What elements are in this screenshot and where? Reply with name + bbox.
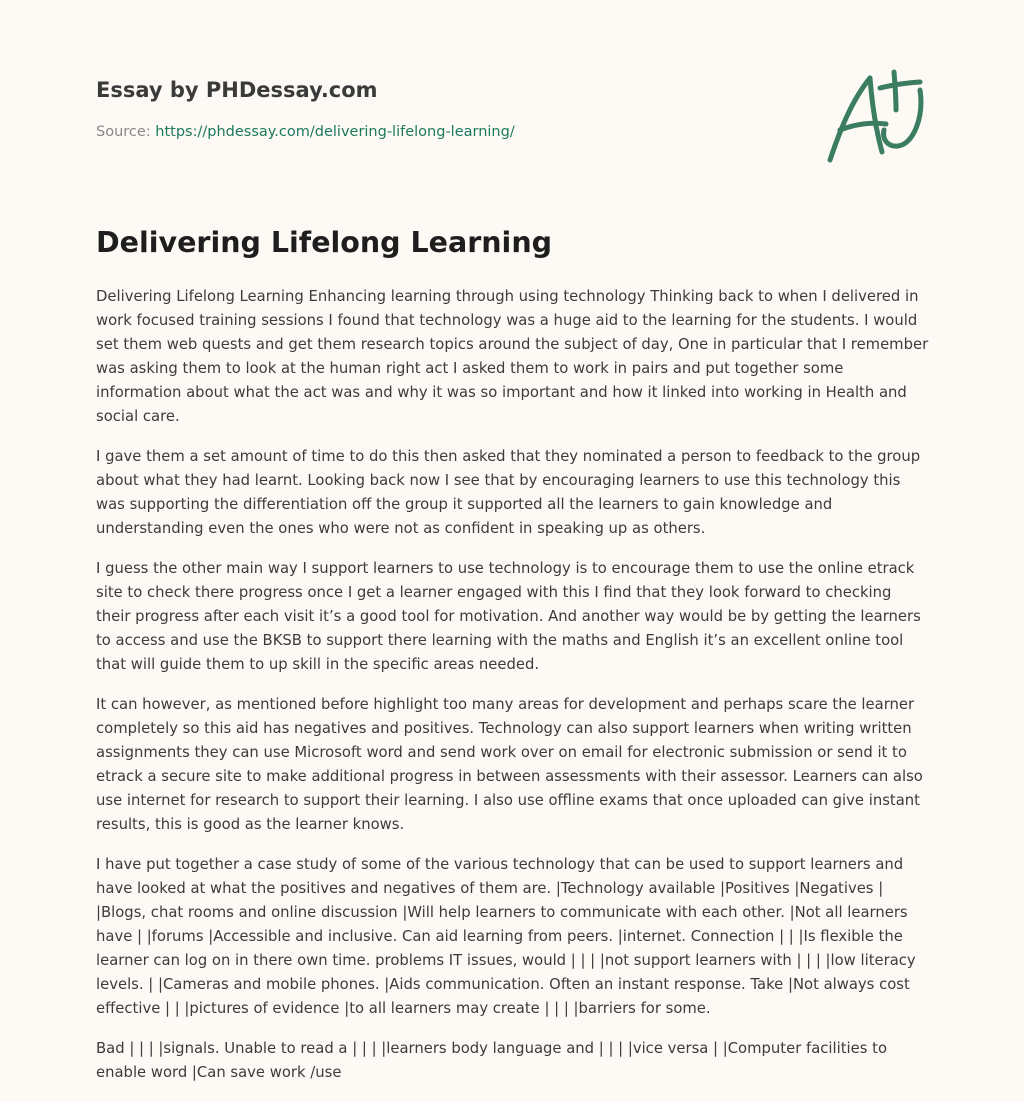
a-plus-logo-icon: [826, 68, 926, 164]
essay-paragraph: I gave them a set amount of time to do this then asked that they nominated a person to feedback to the group about what they had learnt. Looking back now I see that by encouraging learners to use this technology this was supporting the differentiation off the group it supported all the learners to gain knowledge and understanding even the ones who were not as confident in speaking up as others.: [96, 448, 921, 537]
source-line: [96, 124, 515, 140]
essay-paragraph: Bad | | | |signals. Unable to read a | | | |learners body language and | | | |vice versa | |Computer facilities to enable word |Can save work /use: [96, 1040, 888, 1081]
essay-paragraph: It can however, as mentioned before highlight too many areas for development and perhaps scare the learner completely so this aid has negatives and positives. Technology can also support learners when writing written assignments they can use Microsoft word and send work over on email for electronic submission or send it to etrack a secure site to make additional progress in between assessments with their assessor. Learners can also use internet for research to support their learning. I also use offline exams that once uploaded can give instant results, this is good as the learner knows.: [96, 696, 923, 833]
source-link[interactable]: https://phdessay.com/delivering-lifelong-learning/: [155, 124, 515, 140]
essay-paragraph: I guess the other main way I support learners to use technology is to encourage them to use the online etrack site to check there progress once I get a learner engaged with this I find that they look forward to checking their progress after each visit it’s a good tool for motivation. And another way would be by getting the learners to access and use the BKSB to support there learning with the maths and English it’s an excellent online tool that will guide them to up skill in the specific areas needed.: [96, 560, 921, 673]
essay-paragraph: Delivering Lifelong Learning Enhancing learning through using technology Thinking back to when I delivered in work focused training sessions I found that technology was a huge aid to the learning for the students. I would set them web quests and get them research topics around the subject of day, One in particular that I remember was asking them to look at the human right act I asked them to work in pairs and put together some information about what the act was and why it was so important and how it linked into working in Health and social care.: [96, 288, 929, 425]
essay-body: [96, 285, 930, 1101]
source-label: Source:: [96, 124, 156, 140]
essay-paragraph: I have put together a case study of some of the various technology that can be used to support learners and have looked at what the positives and negatives of them are. |Technology available |Positives |Negatives | |Blogs, chat rooms and online discussion |Will help learners to communicate with each other. |Not all learners have | |forums |Accessible and inclusive. Can aid learning from peers. |internet. Connection | | |Is flexible the learner can log on in there own time. problems IT issues, would | | | |not support learners with | | | |low literacy levels. | |Cameras and mobile phones. |Aids communication. Often an instant response. Take |Not always cost effective | | |pictures of evidence |to all learners may create | | | |barriers for some.: [96, 856, 916, 1017]
site-brand: Essay by PHDessay.com: [96, 78, 378, 102]
essay-title: Delivering Lifelong Learning: [96, 226, 553, 259]
